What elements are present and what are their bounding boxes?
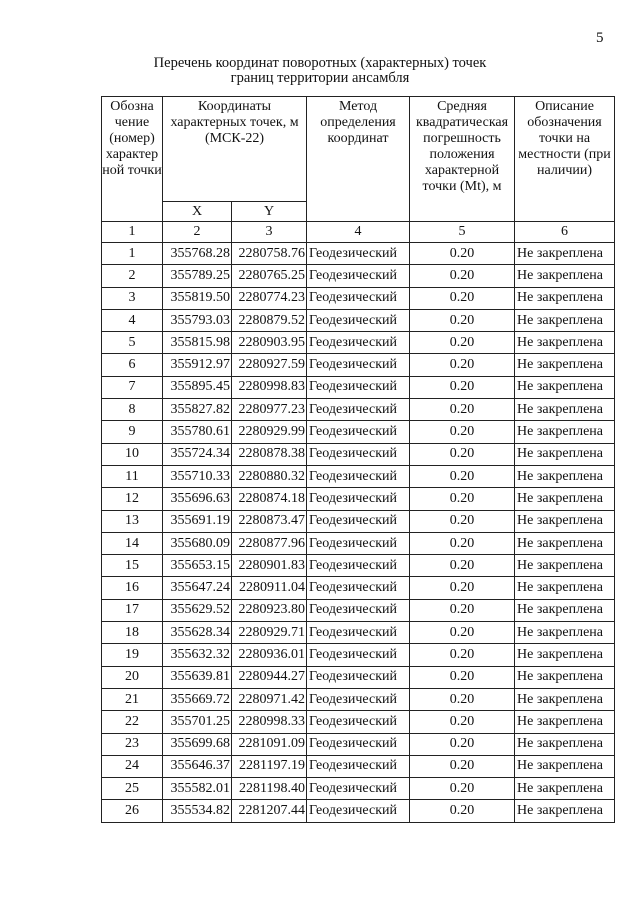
column-number: 5 <box>410 222 515 243</box>
column-number: 4 <box>307 222 410 243</box>
table-row <box>102 265 615 287</box>
y-coordinate-cell: 2281197.19 <box>232 755 307 777</box>
table-row <box>102 443 615 465</box>
error-cell: 0.20 <box>410 622 515 644</box>
header-mean-square-error: Средняя квадратическая погрешность положения характерной точки (Mt), м <box>410 97 515 222</box>
table-row <box>102 354 615 376</box>
y-coordinate-cell: 2281198.40 <box>232 778 307 800</box>
point-number-cell: 1 <box>102 243 163 265</box>
column-number: 2 <box>163 222 232 243</box>
point-number-cell: 8 <box>102 399 163 421</box>
table-row <box>102 332 615 354</box>
method-cell: Геодезический <box>307 622 410 644</box>
description-cell: Не закреплена <box>515 755 615 777</box>
method-cell: Геодезический <box>307 510 410 532</box>
column-number: 6 <box>515 222 615 243</box>
method-cell: Геодезический <box>307 488 410 510</box>
table-row <box>102 465 615 487</box>
description-cell: Не закреплена <box>515 443 615 465</box>
description-cell: Не закреплена <box>515 309 615 331</box>
point-number-cell: 18 <box>102 622 163 644</box>
x-coordinate-cell: 355647.24 <box>163 577 232 599</box>
error-cell: 0.20 <box>410 265 515 287</box>
description-cell: Не закреплена <box>515 376 615 398</box>
error-cell: 0.20 <box>410 443 515 465</box>
x-coordinate-cell: 355789.25 <box>163 265 232 287</box>
point-number-cell: 22 <box>102 711 163 733</box>
x-coordinate-cell: 355628.34 <box>163 622 232 644</box>
method-cell: Геодезический <box>307 733 410 755</box>
method-cell: Геодезический <box>307 755 410 777</box>
description-cell: Не закреплена <box>515 421 615 443</box>
table-row <box>102 688 615 710</box>
method-cell: Геодезический <box>307 577 410 599</box>
table-row <box>102 755 615 777</box>
y-coordinate-cell: 2280977.23 <box>232 399 307 421</box>
x-coordinate-cell: 355768.28 <box>163 243 232 265</box>
description-cell: Не закреплена <box>515 577 615 599</box>
table-row <box>102 800 615 822</box>
table-row <box>102 577 615 599</box>
column-number: 1 <box>102 222 163 243</box>
point-number-cell: 24 <box>102 755 163 777</box>
description-cell: Не закреплена <box>515 332 615 354</box>
error-cell: 0.20 <box>410 755 515 777</box>
method-cell: Геодезический <box>307 376 410 398</box>
point-number-cell: 17 <box>102 599 163 621</box>
method-cell: Геодезический <box>307 666 410 688</box>
x-coordinate-cell: 355632.32 <box>163 644 232 666</box>
description-cell: Не закреплена <box>515 733 615 755</box>
table-row <box>102 309 615 331</box>
description-cell: Не закреплена <box>515 555 615 577</box>
point-number-cell: 5 <box>102 332 163 354</box>
description-cell: Не закреплена <box>515 354 615 376</box>
description-cell: Не закреплена <box>515 399 615 421</box>
error-cell: 0.20 <box>410 488 515 510</box>
method-cell: Геодезический <box>307 688 410 710</box>
error-cell: 0.20 <box>410 599 515 621</box>
y-coordinate-cell: 2280911.04 <box>232 577 307 599</box>
description-cell: Не закреплена <box>515 711 615 733</box>
y-coordinate-cell: 2280758.76 <box>232 243 307 265</box>
point-number-cell: 11 <box>102 465 163 487</box>
point-number-cell: 7 <box>102 376 163 398</box>
header-method: Метод определения координат <box>307 97 410 222</box>
table-row <box>102 666 615 688</box>
header-coordinates: Координаты характерных точек, м (МСК-22) <box>163 97 307 202</box>
y-coordinate-cell: 2280877.96 <box>232 532 307 554</box>
x-coordinate-cell: 355793.03 <box>163 309 232 331</box>
point-number-cell: 13 <box>102 510 163 532</box>
header-x: X <box>163 202 232 222</box>
description-cell: Не закреплена <box>515 622 615 644</box>
point-number-cell: 21 <box>102 688 163 710</box>
x-coordinate-cell: 355827.82 <box>163 399 232 421</box>
x-coordinate-cell: 355710.33 <box>163 465 232 487</box>
table-row <box>102 243 615 265</box>
y-coordinate-cell: 2280903.95 <box>232 332 307 354</box>
x-coordinate-cell: 355534.82 <box>163 800 232 822</box>
x-coordinate-cell: 355724.34 <box>163 443 232 465</box>
description-cell: Не закреплена <box>515 688 615 710</box>
header-description: Описание обозначения точки на местности (при наличии) <box>515 97 615 222</box>
y-coordinate-cell: 2280874.18 <box>232 488 307 510</box>
table-row <box>102 376 615 398</box>
error-cell: 0.20 <box>410 711 515 733</box>
method-cell: Геодезический <box>307 443 410 465</box>
y-coordinate-cell: 2281091.09 <box>232 733 307 755</box>
description-cell: Не закреплена <box>515 644 615 666</box>
x-coordinate-cell: 355646.37 <box>163 755 232 777</box>
point-number-cell: 10 <box>102 443 163 465</box>
page-number: 5 <box>596 30 604 46</box>
point-number-cell: 15 <box>102 555 163 577</box>
point-number-cell: 6 <box>102 354 163 376</box>
error-cell: 0.20 <box>410 733 515 755</box>
y-coordinate-cell: 2280936.01 <box>232 644 307 666</box>
table-row <box>102 644 615 666</box>
method-cell: Геодезический <box>307 332 410 354</box>
error-cell: 0.20 <box>410 309 515 331</box>
coordinates-table <box>101 96 615 823</box>
document-title-line-2: границ территории ансамбля <box>230 70 410 86</box>
error-cell: 0.20 <box>410 243 515 265</box>
description-cell: Не закреплена <box>515 488 615 510</box>
description-cell: Не закреплена <box>515 532 615 554</box>
y-coordinate-cell: 2281207.44 <box>232 800 307 822</box>
method-cell: Геодезический <box>307 465 410 487</box>
y-coordinate-cell: 2280774.23 <box>232 287 307 309</box>
point-number-cell: 19 <box>102 644 163 666</box>
y-coordinate-cell: 2280901.83 <box>232 555 307 577</box>
x-coordinate-cell: 355691.19 <box>163 510 232 532</box>
error-cell: 0.20 <box>410 688 515 710</box>
method-cell: Геодезический <box>307 644 410 666</box>
y-coordinate-cell: 2280927.59 <box>232 354 307 376</box>
table-row <box>102 510 615 532</box>
error-cell: 0.20 <box>410 800 515 822</box>
description-cell: Не закреплена <box>515 287 615 309</box>
method-cell: Геодезический <box>307 555 410 577</box>
table-row <box>102 399 615 421</box>
description-cell: Не закреплена <box>515 778 615 800</box>
table-row <box>102 488 615 510</box>
point-number-cell: 12 <box>102 488 163 510</box>
point-number-cell: 20 <box>102 666 163 688</box>
point-number-cell: 25 <box>102 778 163 800</box>
y-coordinate-cell: 2280878.38 <box>232 443 307 465</box>
method-cell: Геодезический <box>307 800 410 822</box>
document-title-line-1: Перечень координат поворотных (характерных) точек <box>153 55 487 71</box>
x-coordinate-cell: 355912.97 <box>163 354 232 376</box>
column-number-row <box>102 222 615 243</box>
point-number-cell: 14 <box>102 532 163 554</box>
y-coordinate-cell: 2280765.25 <box>232 265 307 287</box>
x-coordinate-cell: 355639.81 <box>163 666 232 688</box>
method-cell: Геодезический <box>307 711 410 733</box>
x-coordinate-cell: 355895.45 <box>163 376 232 398</box>
header-y: Y <box>232 202 307 222</box>
method-cell: Геодезический <box>307 399 410 421</box>
x-coordinate-cell: 355815.98 <box>163 332 232 354</box>
x-coordinate-cell: 355780.61 <box>163 421 232 443</box>
error-cell: 0.20 <box>410 376 515 398</box>
method-cell: Геодезический <box>307 421 410 443</box>
document-title <box>0 56 640 86</box>
method-cell: Геодезический <box>307 599 410 621</box>
error-cell: 0.20 <box>410 287 515 309</box>
y-coordinate-cell: 2280879.52 <box>232 309 307 331</box>
x-coordinate-cell: 355582.01 <box>163 778 232 800</box>
description-cell: Не закреплена <box>515 800 615 822</box>
header-point-designation: Обозна чение (номер) характер ной точки <box>102 97 163 222</box>
error-cell: 0.20 <box>410 332 515 354</box>
y-coordinate-cell: 2280873.47 <box>232 510 307 532</box>
x-coordinate-cell: 355669.72 <box>163 688 232 710</box>
method-cell: Геодезический <box>307 532 410 554</box>
description-cell: Не закреплена <box>515 510 615 532</box>
error-cell: 0.20 <box>410 465 515 487</box>
method-cell: Геодезический <box>307 287 410 309</box>
description-cell: Не закреплена <box>515 243 615 265</box>
y-coordinate-cell: 2280998.33 <box>232 711 307 733</box>
point-number-cell: 2 <box>102 265 163 287</box>
table-row <box>102 778 615 800</box>
table-row <box>102 532 615 554</box>
method-cell: Геодезический <box>307 309 410 331</box>
description-cell: Не закреплена <box>515 265 615 287</box>
point-number-cell: 16 <box>102 577 163 599</box>
point-number-cell: 26 <box>102 800 163 822</box>
x-coordinate-cell: 355819.50 <box>163 287 232 309</box>
x-coordinate-cell: 355701.25 <box>163 711 232 733</box>
table-row <box>102 733 615 755</box>
description-cell: Не закреплена <box>515 666 615 688</box>
error-cell: 0.20 <box>410 399 515 421</box>
method-cell: Геодезический <box>307 354 410 376</box>
error-cell: 0.20 <box>410 510 515 532</box>
x-coordinate-cell: 355653.15 <box>163 555 232 577</box>
method-cell: Геодезический <box>307 265 410 287</box>
table-row <box>102 622 615 644</box>
x-coordinate-cell: 355680.09 <box>163 532 232 554</box>
description-cell: Не закреплена <box>515 465 615 487</box>
y-coordinate-cell: 2280880.32 <box>232 465 307 487</box>
error-cell: 0.20 <box>410 532 515 554</box>
error-cell: 0.20 <box>410 666 515 688</box>
y-coordinate-cell: 2280929.71 <box>232 622 307 644</box>
error-cell: 0.20 <box>410 421 515 443</box>
y-coordinate-cell: 2280929.99 <box>232 421 307 443</box>
point-number-cell: 4 <box>102 309 163 331</box>
error-cell: 0.20 <box>410 555 515 577</box>
error-cell: 0.20 <box>410 644 515 666</box>
point-number-cell: 23 <box>102 733 163 755</box>
point-number-cell: 3 <box>102 287 163 309</box>
table-row <box>102 287 615 309</box>
y-coordinate-cell: 2280971.42 <box>232 688 307 710</box>
table-row <box>102 555 615 577</box>
y-coordinate-cell: 2280998.83 <box>232 376 307 398</box>
table-row <box>102 599 615 621</box>
x-coordinate-cell: 355629.52 <box>163 599 232 621</box>
method-cell: Геодезический <box>307 243 410 265</box>
error-cell: 0.20 <box>410 354 515 376</box>
description-cell: Не закреплена <box>515 599 615 621</box>
method-cell: Геодезический <box>307 778 410 800</box>
error-cell: 0.20 <box>410 577 515 599</box>
point-number-cell: 9 <box>102 421 163 443</box>
error-cell: 0.20 <box>410 778 515 800</box>
table-row <box>102 711 615 733</box>
y-coordinate-cell: 2280923.80 <box>232 599 307 621</box>
x-coordinate-cell: 355696.63 <box>163 488 232 510</box>
column-number: 3 <box>232 222 307 243</box>
x-coordinate-cell: 355699.68 <box>163 733 232 755</box>
table-row <box>102 421 615 443</box>
y-coordinate-cell: 2280944.27 <box>232 666 307 688</box>
